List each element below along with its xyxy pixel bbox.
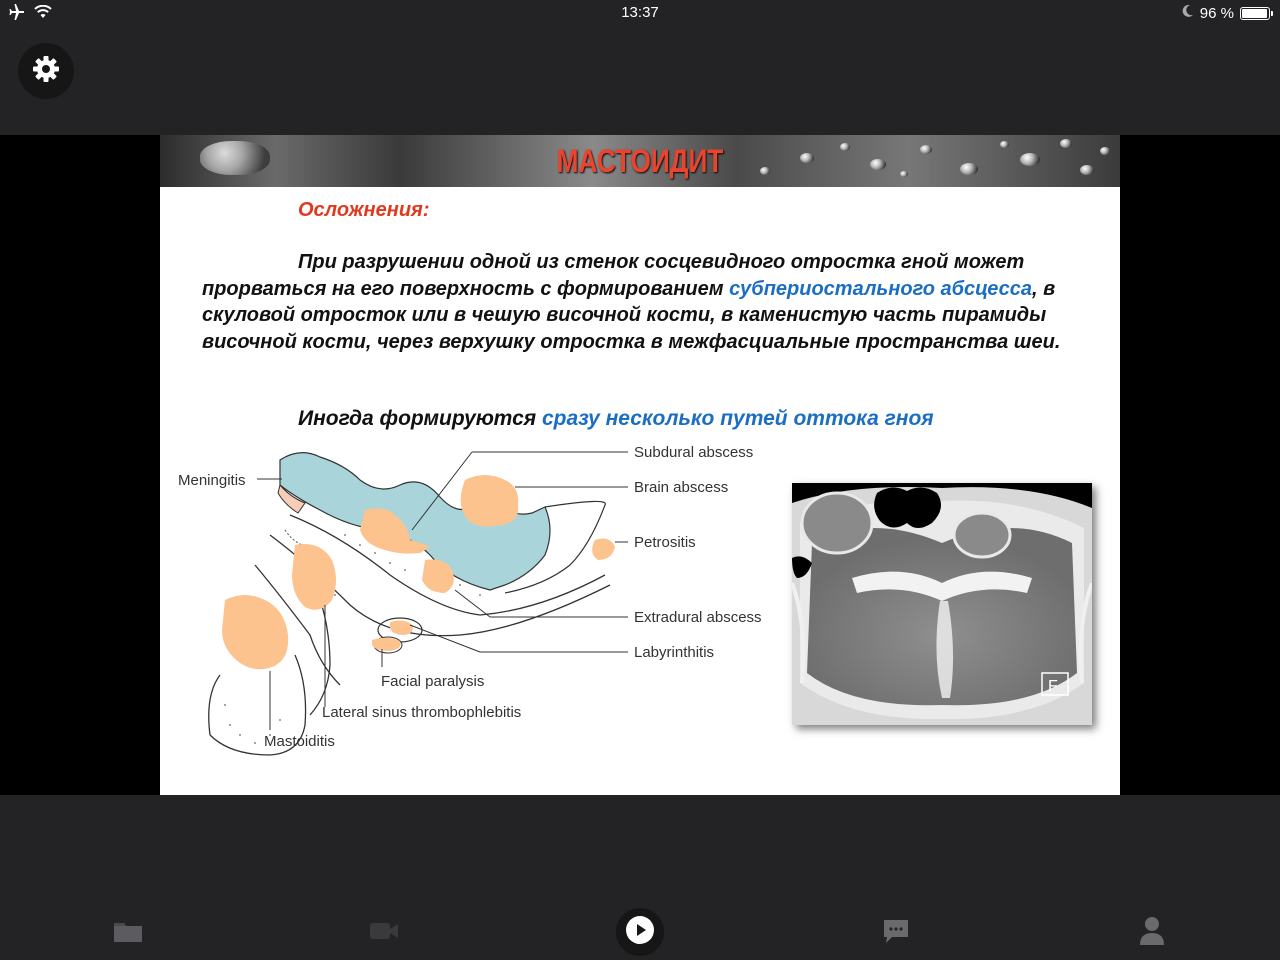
labyrinth-pus	[390, 621, 413, 635]
brain-abscess-pus	[461, 475, 519, 527]
battery-percent: 96 %	[1199, 4, 1234, 22]
battery-icon	[1240, 7, 1270, 20]
paragraph2-highlight: сразу несколько путей оттока гноя	[541, 407, 934, 430]
label-mastoiditis: Mastoiditis	[264, 733, 335, 750]
ct-marker-label: F	[1048, 678, 1058, 695]
profile-tab[interactable]	[1134, 915, 1170, 951]
mastoiditis-complications-diagram	[160, 435, 800, 765]
gear-icon	[31, 54, 61, 89]
complications-heading: Осложнения:	[298, 199, 430, 221]
status-bar	[0, 0, 1280, 26]
label-lateral-sinus: Lateral sinus thrombophlebitis	[322, 704, 522, 721]
label-meningitis: Meningitis	[178, 472, 246, 489]
paragraph1-text-end: , в скуловой отросток или в чешую височной кости, в каменистую часть пирамиды височной кости, через верхушку отростка в межфасциальные пространства шеи.	[202, 277, 1061, 353]
presentation-slide	[160, 135, 1120, 795]
paragraph1-highlight: субпериостального абсцесса	[729, 277, 1033, 300]
chat-icon	[882, 918, 910, 949]
play-icon	[625, 915, 655, 950]
battery-level	[1242, 9, 1267, 18]
slide-header-banner	[160, 135, 1120, 187]
bottom-toolbar	[0, 795, 1280, 960]
label-extradural-abscess: Extradural abscess	[634, 609, 762, 626]
files-tab[interactable]	[110, 915, 146, 951]
moon-icon	[1182, 4, 1194, 22]
person-icon	[1139, 916, 1165, 951]
lateral-sinus-pus	[292, 544, 336, 610]
video-tab[interactable]	[366, 915, 402, 951]
play-button[interactable]	[616, 908, 664, 956]
folder-icon	[113, 919, 143, 948]
slide-viewer[interactable]	[0, 135, 1280, 795]
petrositis-pus	[592, 539, 615, 560]
status-time: 13:37	[621, 4, 659, 21]
paragraph2-text: Иногда формируются	[298, 407, 537, 430]
label-labyrinthitis: Labyrinthitis	[634, 644, 715, 661]
slide-title: МАСТОИДИТ	[556, 143, 724, 179]
label-brain-abscess: Brain abscess	[634, 479, 729, 496]
chat-tab[interactable]	[878, 915, 914, 951]
label-facial-paralysis: Facial paralysis	[381, 673, 485, 690]
label-subdural-abscess: Subdural abscess	[634, 444, 754, 461]
paragraph-complications	[202, 249, 1072, 355]
video-camera-icon	[369, 920, 399, 947]
settings-button[interactable]	[18, 43, 74, 99]
mastoid-pus	[222, 595, 288, 669]
paragraph1-text-start: При разрушении одной из стенок сосцевидного отростка гной может прорваться на его поверхность с формированием	[202, 251, 1025, 300]
ct-scan-image	[792, 483, 1092, 725]
paragraph-outflow	[298, 407, 934, 431]
label-petrositis: Petrositis	[634, 534, 696, 551]
